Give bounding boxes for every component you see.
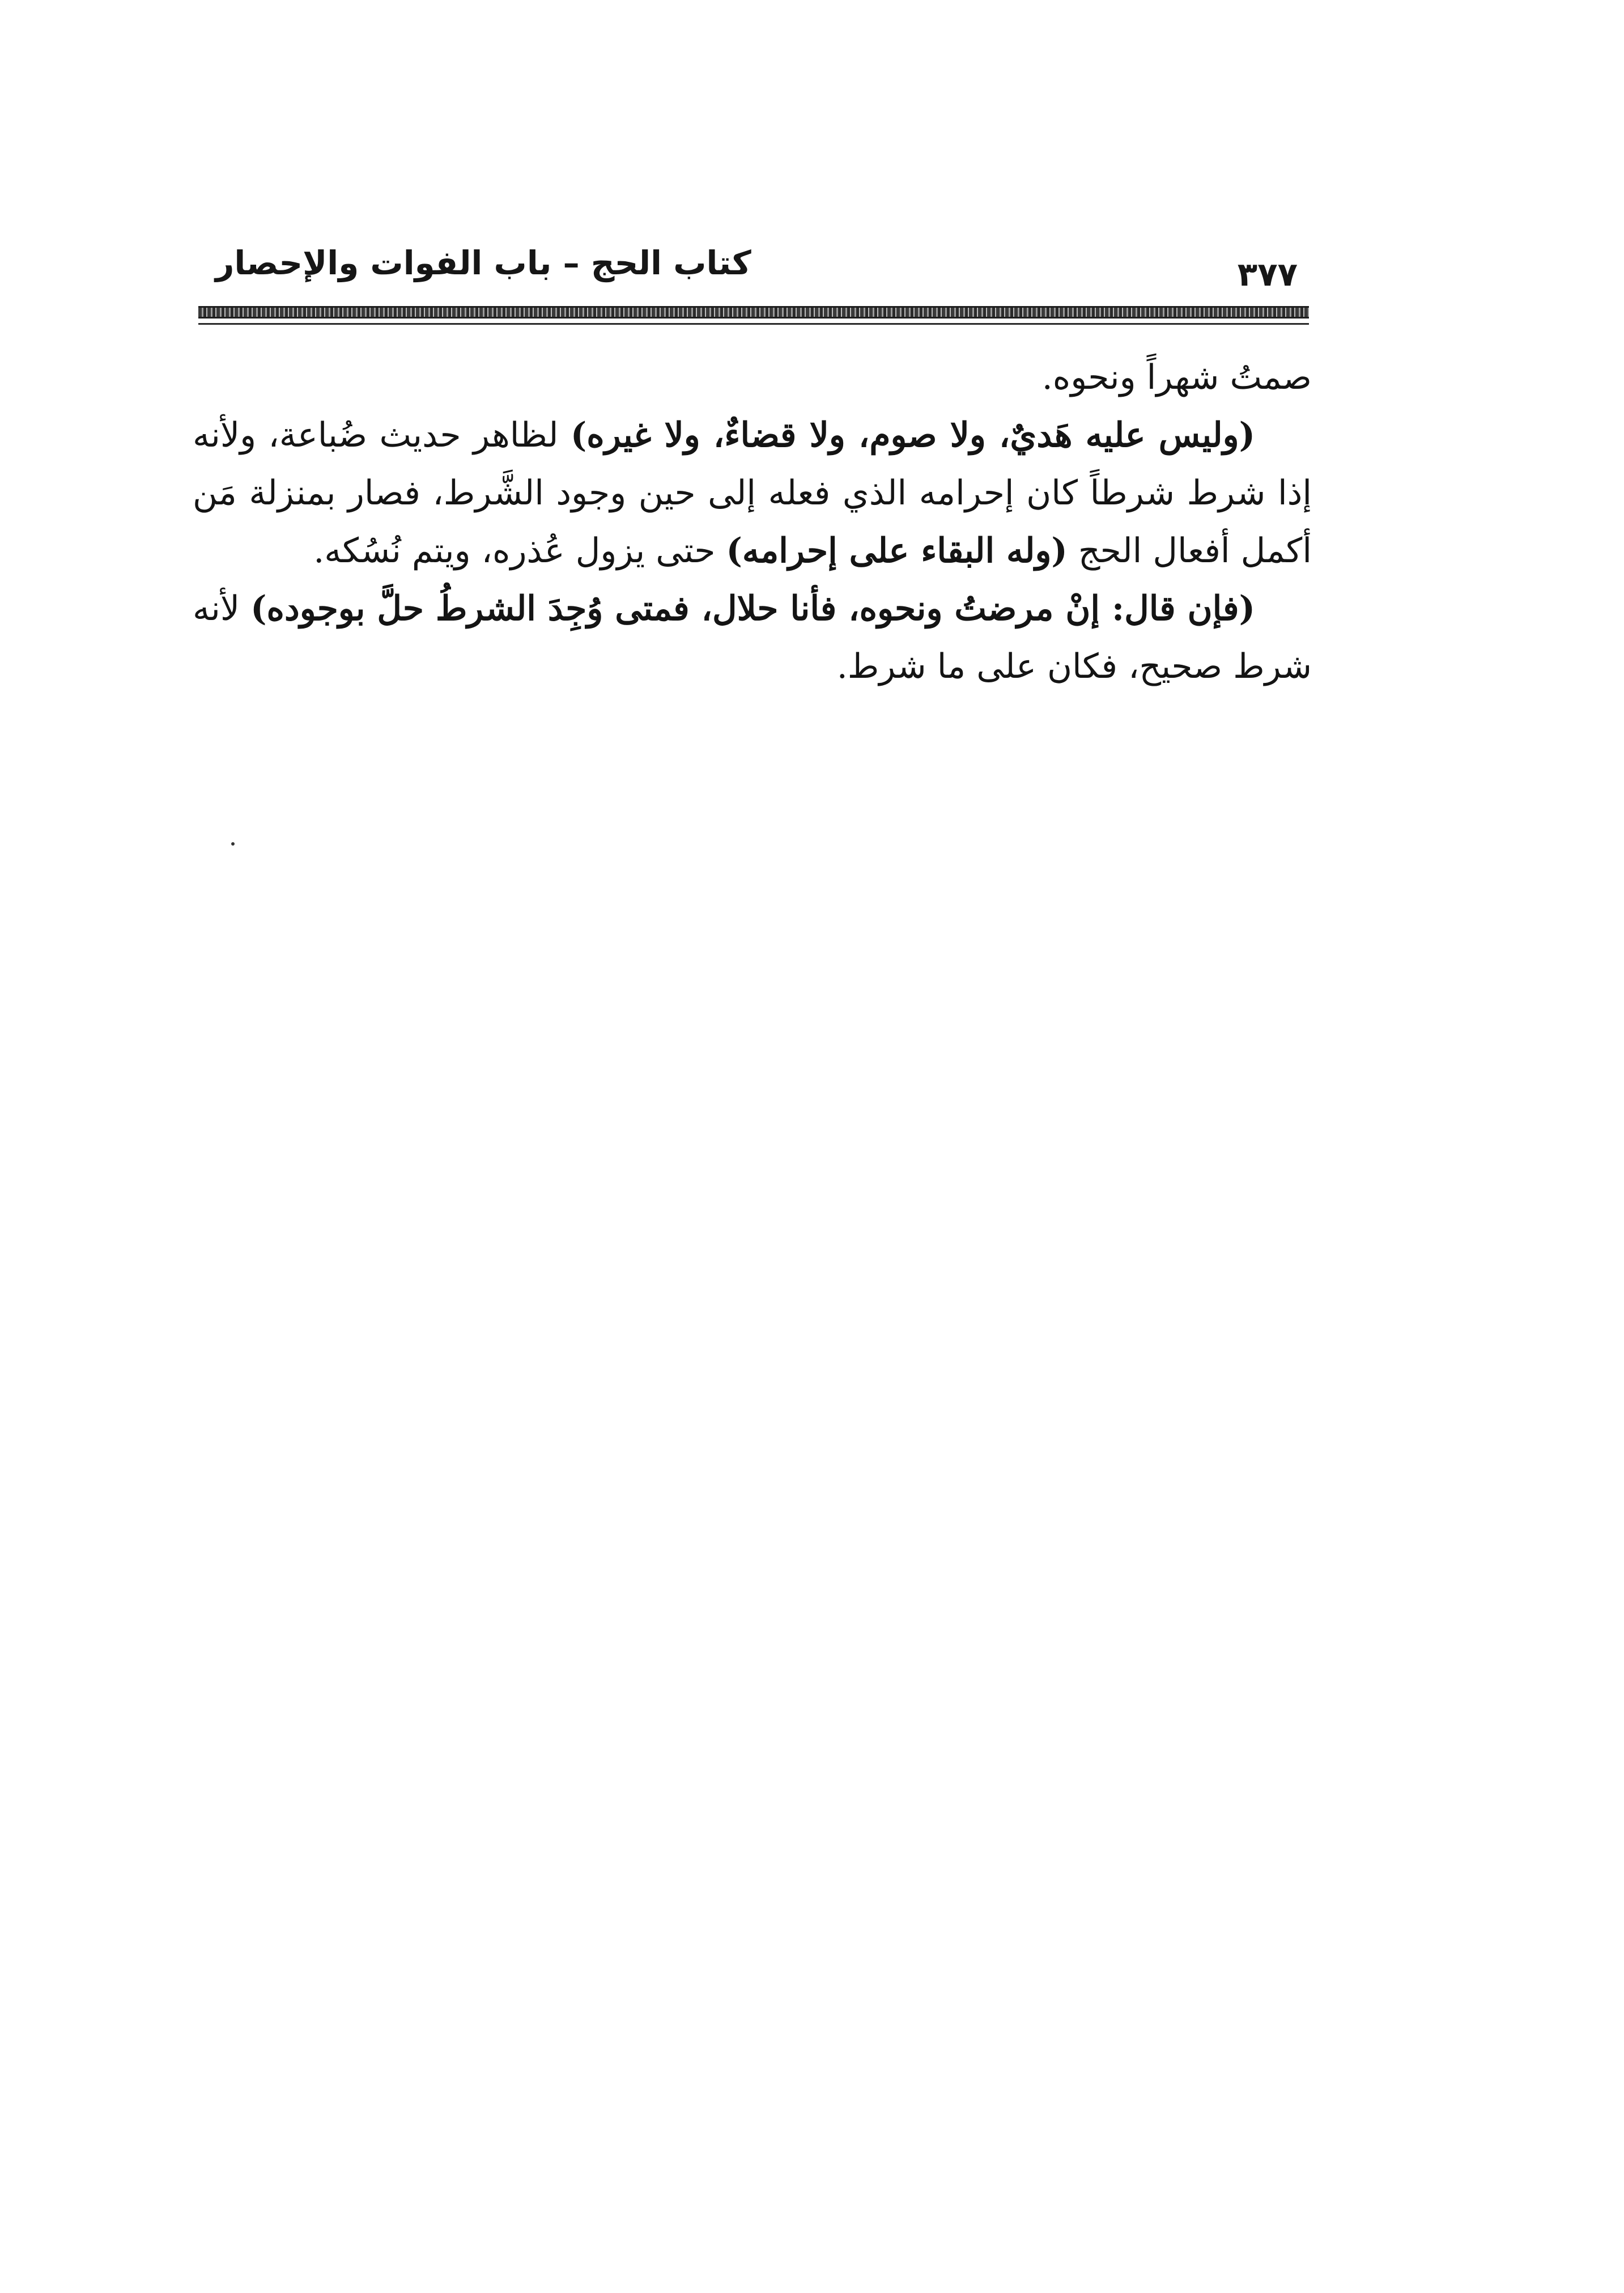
page-number: ٣٧٧: [1237, 255, 1298, 294]
header-rule-thin: [198, 323, 1309, 325]
paragraph-1: [193, 349, 1312, 406]
paragraph-3-commentary: لأنه شرط صحيح، فكان على ما شرط.: [193, 589, 1312, 686]
body-text: [193, 349, 1312, 695]
paragraph-2: [193, 406, 1312, 580]
header-rule: [198, 306, 1309, 319]
paragraph-3-bold-matn: (فإن قال: إنْ مرضتُ ونحوه، فأنا حلال، فمتى وُجِدَ الشرطُ حلَّ بوجوده): [250, 589, 1255, 629]
paragraph-1-text: صمتُ شهراً ونحوه.: [1041, 358, 1312, 397]
paragraph-2-bold-matn: (وليس عليه هَديٌ، ولا صوم، ولا قضاءٌ، ولا غيره): [570, 415, 1255, 455]
paragraph-2-commentary-a: لظاهر حديث ضُباعة، ولأنه إذا شرط شرطاً كان إحرامه الذي فعله إلى حين وجود الشَّرط، فصار بمنزلة مَن أكمل أفعال الحج: [193, 415, 1312, 571]
paragraph-2-bold-matn-2: (وله البقاء على إحرامه): [726, 531, 1068, 571]
paragraph-3: [193, 580, 1312, 695]
paragraph-2-commentary-b: حتى يزول عُذره، ويتم نُسُكه.: [313, 531, 726, 571]
scan-speck: [231, 842, 235, 846]
running-header: [198, 238, 1309, 300]
header-title: كتاب الحج – باب الفوات والإحصار: [215, 244, 751, 282]
